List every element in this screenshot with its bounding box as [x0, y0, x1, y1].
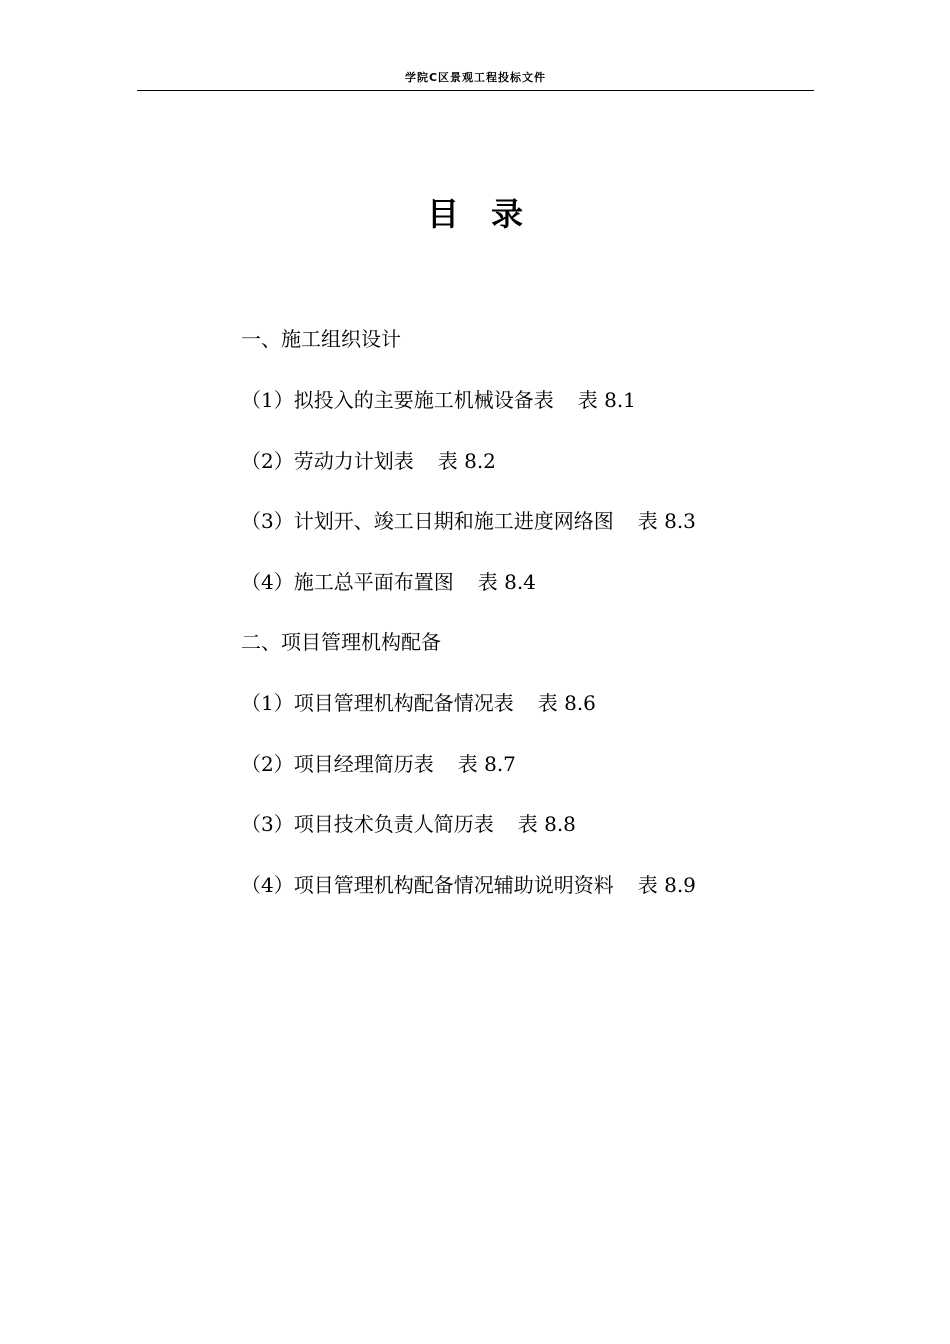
toc-item [241, 690, 596, 716]
toc-item-ref: 表 8.2 [437, 449, 496, 473]
toc-item [241, 508, 696, 534]
page-header [137, 68, 814, 91]
toc-item-text: 一、施工组织设计 [241, 327, 401, 351]
page-title: 目录 [426, 195, 555, 233]
toc-item-ref: 表 8.6 [537, 691, 596, 715]
toc-item-text: （3）项目技术负责人简历表 [241, 812, 494, 836]
header-title: 学院C区景观工程投标文件 [404, 71, 547, 84]
toc-item-text: （2）项目经理简历表 [241, 752, 434, 776]
toc-item-ref: 表 8.4 [477, 570, 536, 594]
toc-item-text: （1）拟投入的主要施工机械设备表 [241, 388, 554, 412]
toc-section-heading [241, 326, 401, 352]
toc-item-text: （4）项目管理机构配备情况辅助说明资料 [241, 873, 614, 897]
toc-item [241, 569, 536, 595]
toc-section-heading [241, 629, 441, 655]
toc-item-ref: 表 8.7 [457, 752, 516, 776]
toc-item-ref: 表 8.3 [637, 509, 696, 533]
toc-item-ref: 表 8.1 [577, 388, 636, 412]
toc-item [241, 751, 516, 777]
toc-item [241, 872, 696, 898]
toc-item [241, 811, 576, 837]
toc-item-ref: 表 8.9 [637, 873, 696, 897]
toc-item [241, 448, 496, 474]
toc-item-ref: 表 8.8 [517, 812, 576, 836]
toc-item-text: （4）施工总平面布置图 [241, 570, 454, 594]
toc-item-text: 二、项目管理机构配备 [241, 630, 441, 654]
toc-item [241, 387, 636, 413]
toc-item-text: （3）计划开、竣工日期和施工进度网络图 [241, 509, 614, 533]
toc-item-text: （2）劳动力计划表 [241, 449, 414, 473]
toc-item-text: （1）项目管理机构配备情况表 [241, 691, 514, 715]
